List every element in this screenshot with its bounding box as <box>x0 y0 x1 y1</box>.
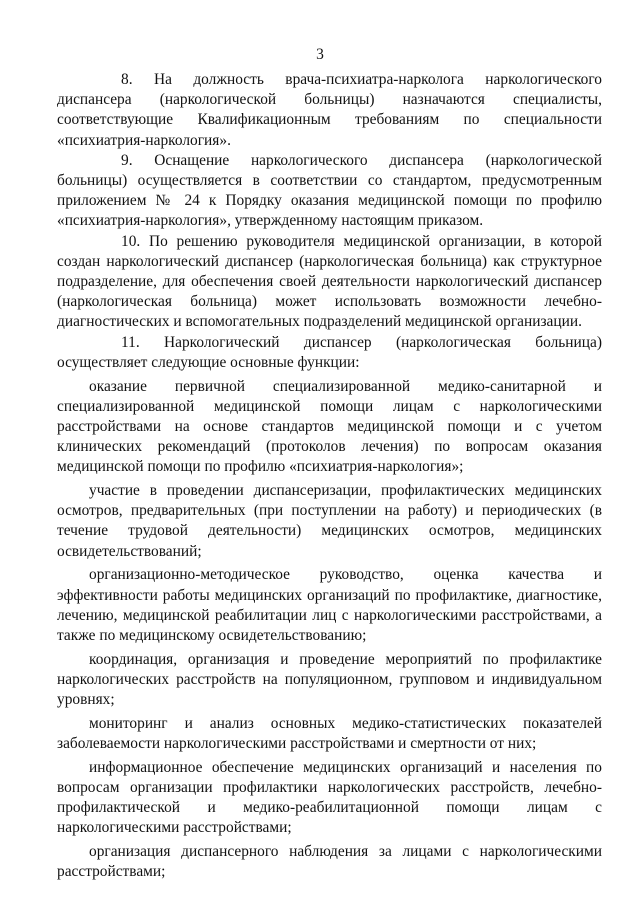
function-item: оказание первичной специализированной медико-санитарной и специализированной медицинской помощи лицам с наркологическими расстройствами на основе стандартов медицинской помощи и с учетом клинических рекомендаций (протоколов лечения) по вопросам оказания медицинской помощи по профилю «психиатрия-наркология»; <box>57 377 602 476</box>
paragraph-text: На должность врача-психиатра-нарколога наркологического диспансера (наркологической больницы) назначаются специалисты, соответствующие Квалификационным требованиям по специальности «психиатрия-наркология». <box>57 71 602 149</box>
paragraph-8 <box>57 70 602 151</box>
function-item: организация диспансерного наблюдения за лицами с наркологическими расстройствами; <box>57 843 602 881</box>
function-item: координация, организация и проведение мероприятий по профилактике наркологических расстройств на популяционном, групповом и индивидуальном уровнях; <box>57 650 602 709</box>
paragraph-number: 10. <box>121 232 141 250</box>
page-number: 3 <box>316 46 324 63</box>
function-item: участие в проведении диспансеризации, профилактических медицинских осмотров, предварительных (при поступлении на работу) и периодических (в течение трудовой деятельности) медицинских осмотров, медицинских освидетельствований; <box>57 482 602 560</box>
function-item: информационное обеспечение медицинских организаций и населения по вопросам организации профилактики наркологических расстройств, лечебно-профилактической и медико-реабилитационной помощи лицам с наркологическими расстройствами; <box>57 758 602 837</box>
function-item: мониторинг и анализ основных медико-статистических показателей заболеваемости наркологическими расстройствами и смертности от них; <box>57 714 602 752</box>
paragraph-number: 9. <box>121 151 133 169</box>
paragraph-text: Наркологический диспансер (наркологическая больница) осуществляет следующие основные функции: <box>57 333 602 371</box>
function-item: организационно-методическое руководство, оценка качества и эффективности работы медицинских организаций по профилактике, диагностике, лечению, медицинской реабилитации лиц с наркологическими расстройствами, а также по медицинскому освидетельствованию; <box>57 566 602 644</box>
paragraph-9 <box>57 151 602 232</box>
paragraph-11 <box>57 333 602 373</box>
paragraph-text: По решению руководителя медицинской организации, в которой создан наркологический диспансер (наркологическая больница) как структурное подразделение, для обеспечения своей деятельности наркологический диспансер (наркологическая больница) может использовать возможности лечебно-диагностических и вспомогательных подразделений медицинской организации. <box>57 232 602 331</box>
paragraph-number: 8. <box>121 71 133 88</box>
paragraph-number: 11. <box>121 333 140 351</box>
paragraph-text: Оснащение наркологического диспансера (наркологической больницы) осуществляется в соответствии со стандартом, предусмотренным приложением № 24 к Порядку оказания медицинской помощи по профилю «психиатрия-наркология», утвержденному настоящим приказом. <box>57 151 602 230</box>
paragraph-10 <box>57 232 602 333</box>
document-body <box>57 70 602 882</box>
